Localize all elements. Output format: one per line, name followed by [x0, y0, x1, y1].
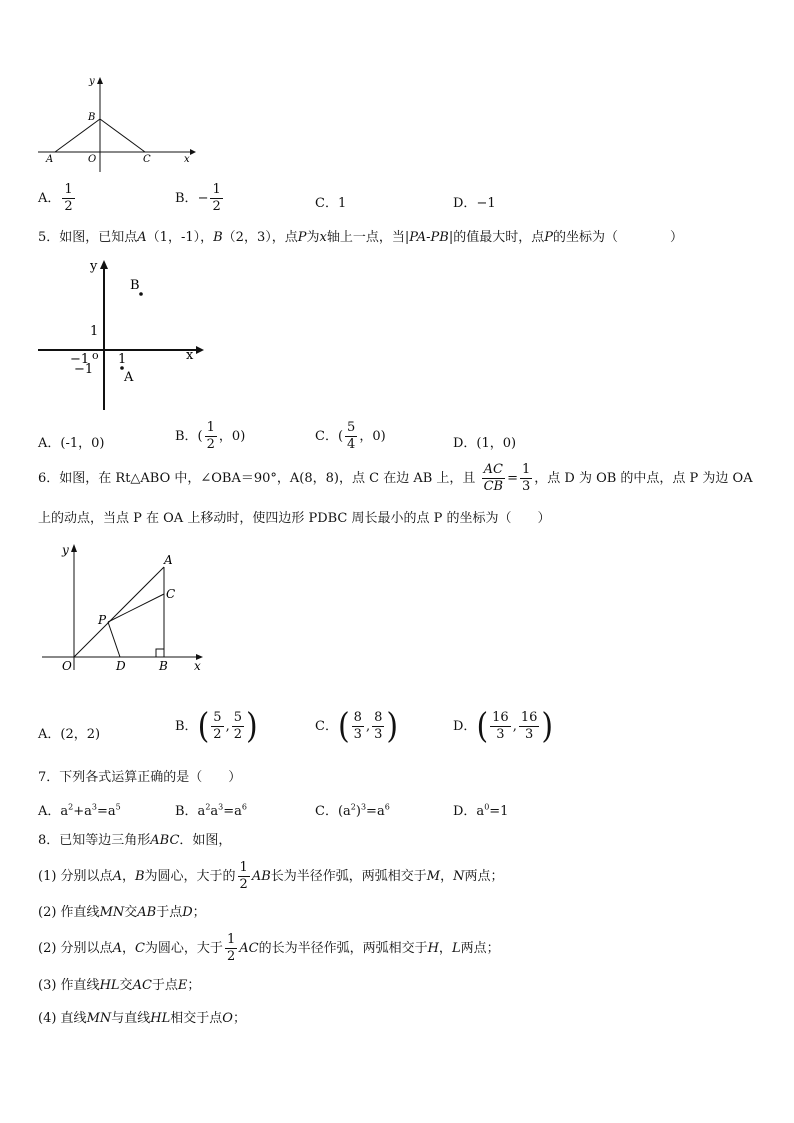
point-d-label: D [116, 659, 126, 673]
point-b-label: B [159, 659, 168, 673]
point-c-label: C [166, 587, 176, 601]
y-label: y [90, 259, 98, 274]
x-label: x [186, 348, 194, 363]
q7-option-b: B．$a^2a^3=a^6$ [175, 802, 248, 819]
y-label: y [89, 76, 95, 87]
q7-option-d: D．$a^0=1$ [453, 802, 509, 819]
q5-option-a: A．(-1，0) [38, 436, 105, 451]
q6-option-b: B．( $\frac{5}{2}$ , $\frac{5}{2}$ ) [175, 705, 258, 747]
origin-label: o [92, 349, 99, 362]
x-tick-neg1: −1 [70, 352, 90, 367]
right-angle-mark [156, 649, 164, 657]
q4-option-b: B．− $\frac{1}{2}$ [175, 182, 221, 214]
x-axis-arrow [196, 346, 204, 354]
point-a-label: A [46, 154, 54, 165]
segment-pc [108, 594, 164, 622]
q4-option-c: C．1 [315, 196, 347, 211]
point-a-label: A [124, 370, 134, 385]
q6-stem-line2: 上的动点，当点 P 在 OA 上移动时，使四边形 PDBC 周长最小的点 P 的坐标为（ ） [38, 511, 551, 526]
segment-pd [108, 622, 120, 657]
q6-stem-line1: 6．如图，在 Rt△ABO 中，∠OBA＝90°，A(8，8)，点 C 在边 AB 上，且 $\frac{AC}{CB}$ = $\frac{1}{3}$ ，点 D 为 OB 的中点，点 P 为边 OA [38, 462, 753, 494]
x-tick-1: 1 [118, 352, 127, 367]
q5-figure [30, 255, 210, 415]
q7-stem: 7．下列各式运算正确的是（ ） [38, 770, 242, 785]
origin-label: O [62, 659, 72, 673]
point-b-label: B [88, 112, 96, 123]
origin-label: O [88, 154, 97, 165]
q4-option-a: A． $\frac{1}{2}$ [38, 182, 73, 214]
q4-option-d: D．−1 [453, 196, 496, 211]
x-label: x [194, 659, 201, 673]
x-axis-arrow [190, 149, 196, 155]
q5-option-c: C．( $\frac{5}{4}$ ，0) [315, 420, 386, 452]
y-label: y [62, 543, 69, 557]
q8-step-3: (2) 分别以点A，C为圆心，大于 $\frac{1}{2}$ AC的长为半径作弧，两弧相交于H，L两点； [38, 932, 500, 964]
segment-ab [55, 119, 100, 152]
q8-stem: 8．已知等边三角形ABC．如图， [38, 833, 232, 848]
point-a-label: A [164, 553, 173, 567]
q8-step-2: (2) 作直线MN交AB于点D； [38, 905, 206, 920]
segment-bc [100, 119, 145, 152]
y-tick-1: 1 [90, 324, 99, 339]
segment-oa [74, 567, 164, 657]
q5-option-d: D．(1，0) [453, 436, 517, 451]
q8-step-5: (4) 直线MN与直线HL相交于点O； [38, 1011, 246, 1026]
q6-option-d: D．( $\frac{16}{3}$ , $\frac{16}{3}$ ) [453, 705, 554, 747]
y-axis-arrow [97, 77, 103, 84]
q6-option-c: C．( $\frac{8}{3}$ , $\frac{8}{3}$ ) [315, 705, 399, 747]
y-axis-arrow [71, 544, 77, 552]
point-b [139, 292, 143, 296]
q5-option-b: B．( $\frac{1}{2}$ ，0) [175, 420, 246, 452]
point-c-label: C [143, 154, 151, 165]
q8-step-4: (3) 作直线HL交AC于点E； [38, 978, 201, 993]
y-axis-arrow [100, 260, 108, 269]
y-tick-neg1: −1 [74, 362, 94, 377]
q6-figure [38, 540, 218, 675]
x-label: x [184, 154, 190, 165]
point-p-label: P [98, 613, 107, 627]
q8-step-1: (1) 分别以点A，B为圆心，大于的 $\frac{1}{2}$ AB长为半径作弧，两弧相交于M，N两点； [38, 860, 504, 892]
q4-figure [30, 72, 200, 182]
q7-option-c: C．$(a^2)^3=a^6$ [315, 802, 390, 819]
q6-option-a: A．(2，2) [38, 727, 101, 742]
point-b-label: B [130, 278, 140, 293]
q5-stem: 5．如图，已知点A（1，-1），B（2，3），点P为x轴上一点，当|PA-PB|的值最大时，点P的坐标为（ ） [38, 230, 684, 245]
q7-option-a: A．$a^2+a^3=a^5$ [38, 802, 121, 819]
